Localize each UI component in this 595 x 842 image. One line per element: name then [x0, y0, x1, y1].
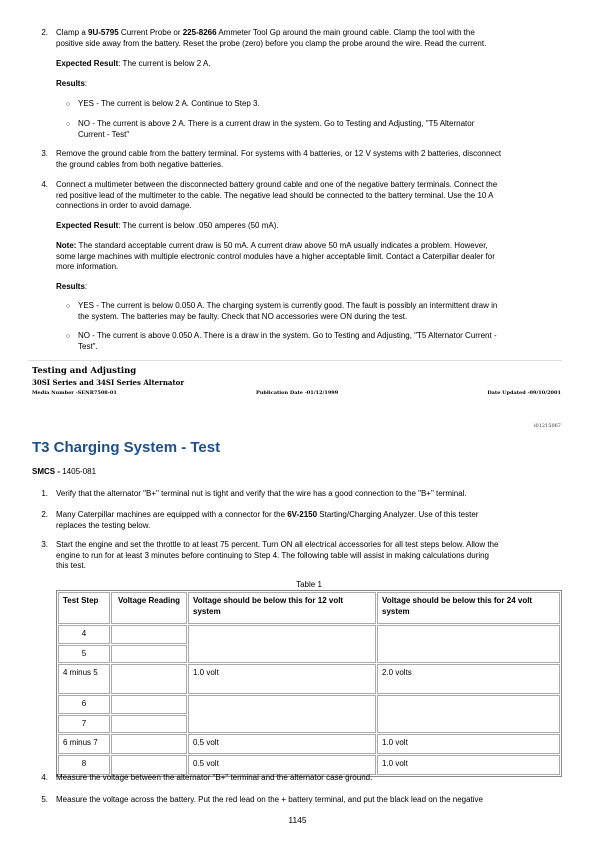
table-cell: 4	[58, 625, 110, 644]
step-4-number: 4.	[41, 180, 48, 189]
table-cell	[111, 645, 187, 664]
results-label: Results	[56, 282, 85, 291]
note-text-a: The standard acceptable current draw is 50 mA. A current draw above 50 mA usually indicates a problem. However,	[76, 241, 488, 250]
note-text-c: more information.	[56, 262, 119, 272]
circle-bullet-icon: ○	[66, 101, 71, 108]
table-cell: 0.5 volt	[188, 755, 376, 775]
step-2-expected	[56, 59, 211, 70]
step-2-no-a: NO - The current is above 2 A. There is a current draw in the system. Go to Testing and Adjusting, "T5 Alternator	[78, 119, 475, 128]
step-3-text-b: the ground cables from both negative batteries.	[56, 159, 224, 169]
step-3-text	[56, 149, 501, 170]
step-4-yes-a: YES - The current is below 0.050 A. The charging system is currently good. The fault is possibly an intermittent draw in	[78, 301, 498, 310]
table-cell: 2.0 volts	[377, 664, 560, 694]
table-cell: 4 minus 5	[58, 664, 110, 694]
section-subtitle: 30SI Series and 34SI Series Alternator	[32, 378, 185, 387]
table-cell: 1.0 volt	[377, 755, 560, 775]
t3-step-1-number: 1.	[41, 489, 48, 498]
step-4-results	[56, 282, 87, 293]
t3-step-3-text-a: Start the engine and set the throttle to at least 75 percent. Turn ON all electrical accessories for all test steps below. Allow the	[56, 540, 499, 549]
smcs-label: SMCS -	[32, 467, 63, 476]
step-4-text-b: red positive lead of the multimeter to the cable. The negative lead should be connected to the battery terminal. Use the 10 A	[56, 190, 494, 200]
table-cell	[111, 715, 187, 734]
table-header: Voltage should be below this for 12 volt system	[188, 592, 376, 624]
section-name: Testing and Adjusting	[32, 366, 137, 376]
t3-step-2-text-a: Many Caterpillar machines are equipped with a connector for the	[56, 510, 288, 519]
table-cell	[111, 625, 187, 644]
table-cell	[111, 734, 187, 754]
step-2-no	[78, 119, 474, 140]
table-caption: Table 1	[296, 580, 322, 589]
step-2-text-a: Clamp a	[56, 28, 89, 37]
t3-step-2-text-c: replaces the testing below.	[56, 520, 151, 530]
table-cell: 5	[58, 645, 110, 664]
page-number: 1145	[288, 815, 307, 825]
step-2-text-c: Ammeter Tool Gp around the main ground cable. Clamp the tool with the	[216, 28, 475, 37]
circle-bullet-icon: ○	[66, 333, 71, 340]
step-2-text-d: positive side away from the battery. Reset the probe (zero) before you clamp the probe around the wire. Read the current.	[56, 38, 487, 48]
t3-step-5-number: 5.	[41, 795, 48, 804]
table-row	[58, 625, 560, 644]
t3-step-1-text: Verify that the alternator "B+" terminal nut is tight and verify that the wire has a good connection to the "B+" terminal.	[56, 489, 467, 498]
table-cell: 8	[58, 755, 110, 775]
expected-label: Expected Result	[56, 221, 119, 230]
smcs-line	[32, 467, 96, 478]
expected-text: : The current is below .050 amperes (50 mA).	[118, 221, 279, 230]
step-4-no	[78, 331, 497, 352]
table-cell: 1.0 volt	[188, 664, 376, 694]
table-header: Test Step	[58, 592, 110, 624]
t3-step-2-text	[56, 510, 478, 531]
table-cell: 0.5 volt	[188, 734, 376, 754]
step-2-yes: YES - The current is below 2 A. Continue to Step 3.	[78, 99, 260, 108]
results-colon: :	[84, 79, 88, 88]
step-4-text-c: connections in order to avoid damage.	[56, 201, 192, 211]
table-row	[58, 734, 560, 754]
step-2-number: 2.	[41, 28, 48, 37]
step-2-results	[56, 79, 87, 90]
step-4-yes	[78, 301, 497, 322]
tool-9u-5795: 9U-5795	[88, 28, 119, 37]
t3-step-4-number: 4.	[41, 773, 48, 782]
date-updated: Date Updated -09/10/2001	[487, 390, 561, 396]
expected-label: Expected Result	[56, 59, 119, 68]
t3-step-4-text: Measure the voltage between the alternator "B+" terminal and the alternator case ground.	[56, 773, 373, 782]
note-text-b: some large machines with multiple electronic control modules have a higher acceptable limit. Contact a Caterpillar dealer for	[56, 251, 495, 261]
table-header: Voltage should be below this for 24 volt system	[377, 592, 560, 624]
t3-step-5-text: Measure the voltage across the battery. Put the red lead on the + battery terminal, and put the black lead on the negative	[56, 795, 484, 804]
circle-bullet-icon: ○	[66, 121, 71, 128]
table-header-row	[58, 592, 560, 624]
tool-6v-2150: 6V-2150	[287, 510, 318, 519]
t3-step-3-text-b: engine to run for at least 3 minutes before continuing to Step 4. The following table will assist in making calculations during	[56, 550, 489, 560]
note-label: Note:	[56, 241, 77, 250]
table-cell: 7	[58, 715, 110, 734]
tool-225-8266: 225-8266	[182, 28, 217, 37]
table-cell	[188, 625, 376, 663]
t3-step-3-text	[56, 540, 498, 572]
table-cell	[188, 695, 376, 733]
smcs-code: 1405-081	[62, 467, 97, 476]
step-4-no-b: Test".	[78, 341, 98, 351]
circle-bullet-icon: ○	[66, 303, 71, 310]
document-id: i01215067	[533, 423, 561, 429]
publication-date: Publication Date -01/12/1999	[256, 390, 339, 396]
t3-step-2-number: 2.	[41, 510, 48, 519]
step-4-text-a: Connect a multimeter between the disconnected battery ground cable and one of the negative battery terminals. Connect the	[56, 180, 498, 189]
table-cell: 6	[58, 695, 110, 714]
table-row	[58, 664, 560, 694]
step-2-no-b: Current - Test"	[78, 129, 130, 139]
expected-text: : The current is below 2 A.	[118, 59, 211, 68]
step-4-expected	[56, 221, 279, 232]
table-cell	[377, 695, 560, 733]
step-4-no-a: NO - The current is above 0.050 A. There is a draw in the system. Go to Testing and Adjusting, "T5 Alternator Current -	[78, 331, 497, 340]
step-2-text	[56, 28, 566, 49]
table-header: Voltage Reading	[111, 592, 187, 624]
section-divider	[28, 360, 562, 361]
step-3-text-a: Remove the ground cable from the battery terminal. For systems with 4 batteries, or 12 V systems with 2 batteries, disconnect	[56, 149, 502, 158]
table-cell: 6 minus 7	[58, 734, 110, 754]
table-row	[58, 695, 560, 714]
table-cell	[111, 695, 187, 714]
table-cell	[111, 664, 187, 694]
step-3-number: 3.	[41, 149, 48, 158]
step-2-text-b: Current Probe or	[118, 28, 183, 37]
results-label: Results	[56, 79, 85, 88]
step-4-note	[56, 241, 495, 273]
step-4-yes-b: the system. The batteries may be faulty. Check that NO accessories were ON during the test.	[78, 311, 408, 321]
voltage-table	[56, 590, 562, 777]
t3-step-3-number: 3.	[41, 540, 48, 549]
results-colon: :	[84, 282, 88, 291]
t3-step-3-text-c: this test.	[56, 561, 86, 571]
step-4-text	[56, 180, 497, 212]
page-title: T3 Charging System - Test	[32, 439, 221, 456]
media-number: Media Number -SENR7508-01	[32, 390, 117, 396]
table-cell: 1.0 volt	[377, 734, 560, 754]
t3-step-2-text-b: Starting/Charging Analyzer. Use of this tester	[317, 510, 479, 519]
table-cell	[377, 625, 560, 663]
